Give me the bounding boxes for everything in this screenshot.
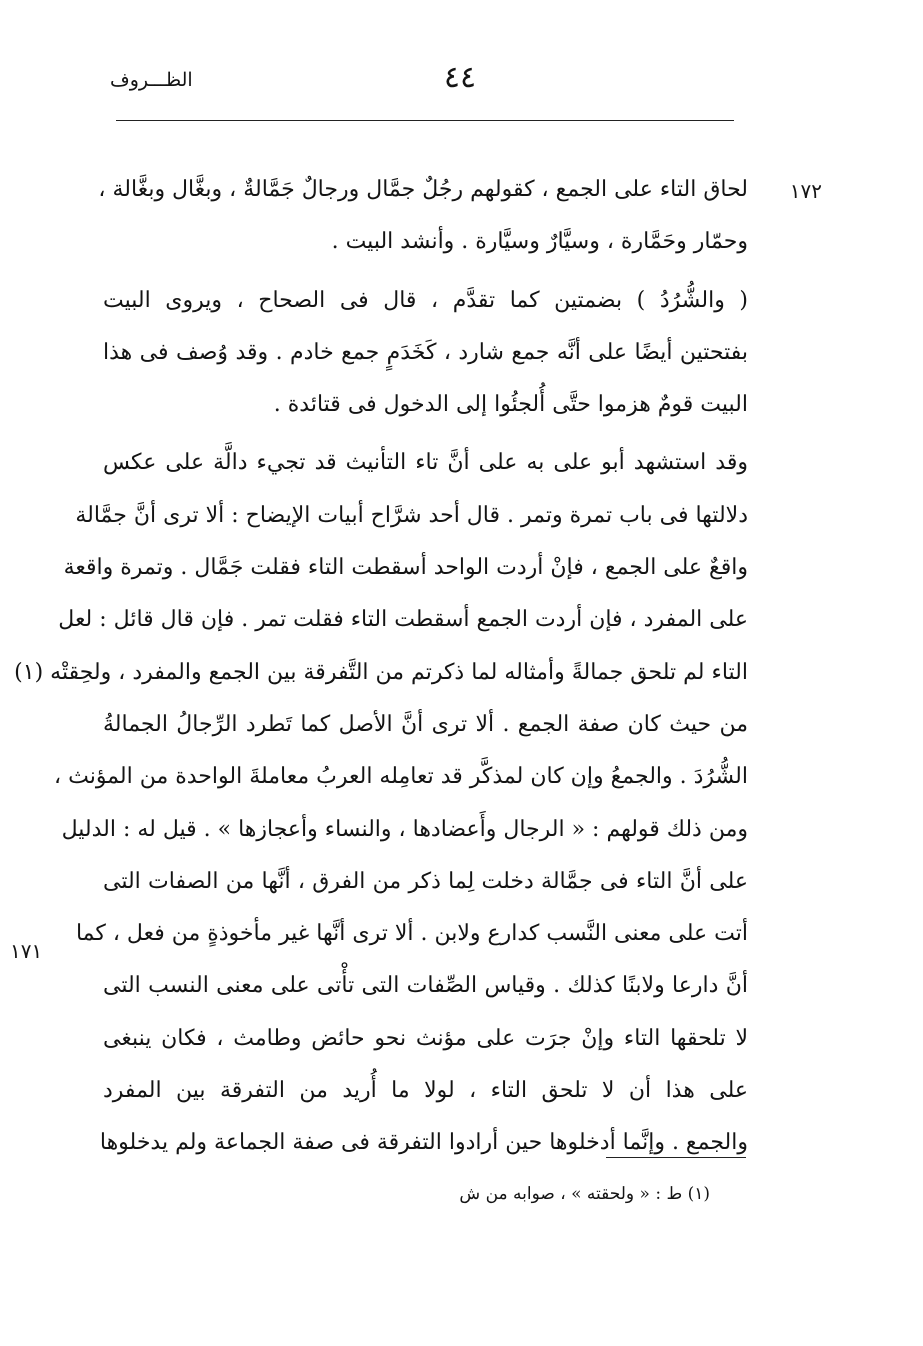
text-line: على المفرد ، فإن أردت الجمع أسقطت التاء فقلت تمر . فإن قال قائل : لعل xyxy=(58,607,748,633)
text-line: البيت قومٌ هزموا حتَّى أُلجئُوا إلى الدخول فى قتائدة . xyxy=(273,392,748,418)
text-line: من حيث كان صفة الجمع . ألا ترى أنَّ الأصل كما تَطرد الرِّجالُ الجمالةُ xyxy=(103,711,748,737)
text-line: الشُّرُدَ . والجمعُ وإن كان لمذكَّر قد تعامِله العربُ معاملةَ الواحدة من المؤنث ، xyxy=(54,764,748,790)
text-line: ومن ذلك قولهم : « الرجال وأَعضادها ، والنساء وأعجازها » . قيل له : الدليل xyxy=(61,816,748,842)
text-line: لا تلحقها التاء وإنْ جرَت على مؤنث نحو حائض وطامث ، فكان ينبغى xyxy=(103,1025,748,1051)
page-number: ٤٤ xyxy=(443,60,477,95)
margin-number-172: ١٧٢ xyxy=(789,179,822,203)
text-line: دلالتها فى باب تمرة وتمر . قال أحد شرَّاح أبيات الإيضاح : ألا ترى أنَّ جمَّالة xyxy=(75,502,748,528)
text-line: والجمع . وإنَّما أدخلوها حين أرادوا التفرقة فى صفة الجماعة ولم يدخلوها xyxy=(99,1130,748,1156)
margin-number-171: ١٧١ xyxy=(10,939,43,963)
text-line: لحاق التاء على الجمع ، كقولهم رجُلٌ جمَّال ورجالٌ جَمَّالةٌ ، وبغَّال وبغَّالة ، xyxy=(98,177,748,202)
footnote-rule xyxy=(606,1157,746,1158)
text-line: وقد استشهد أبو على به على أنَّ تاء التأنيث قد تجيء دالَّة على عكس xyxy=(103,450,748,476)
text-line: أنَّ دارعا ولابنًا كذلك . وقياس الصِّفات التى تأْتى على معنى النسب التى xyxy=(103,973,748,999)
footnote: (١) ط : « ولحقته » ، صوابه من ش xyxy=(459,1184,710,1204)
text-line: وحمّار وحَمَّارة ، وسيَّارٌ وسيَّارة . وأنشد البيت . xyxy=(331,229,748,255)
text-line: ( والشُّرُدُ ) بضمتين كما تقدَّم ، قال فى الصحاح ، ويروى البيت xyxy=(103,287,748,313)
text-line: على أنَّ التاء فى جمَّالة دخلت لِما ذكر من الفرق ، أنَّها من الصفات التى xyxy=(103,868,748,894)
header-rule xyxy=(116,120,734,121)
text-line: التاء لم تلحق جمالةً وأمثاله لما ذكرتم من التَّفرقة بين الجمع والمفرد ، ولحِقتْه (١) xyxy=(14,659,748,685)
text-line: بفتحتين أيضًا على أنَّه جمع شارد ، كَخَدَمٍ جمع خادم . وقد وُصف فى هذا xyxy=(103,339,748,365)
running-header-title: الظـــروف xyxy=(110,69,193,91)
text-line: على هذا أن لا تلحق التاء ، لولا ما أُريد من التفرقة بين المفرد xyxy=(103,1078,748,1104)
text-line: واقعٌ على الجمع ، فإنْ أردت الواحد أسقطت التاء فقلت جَمَّال . وتمرة واقعة xyxy=(63,555,748,581)
text-line: أتت على معنى النَّسب كدارع ولابن . ألا ترى أنَّها غير مأخوذةٍ من فعل ، كما xyxy=(75,921,748,947)
